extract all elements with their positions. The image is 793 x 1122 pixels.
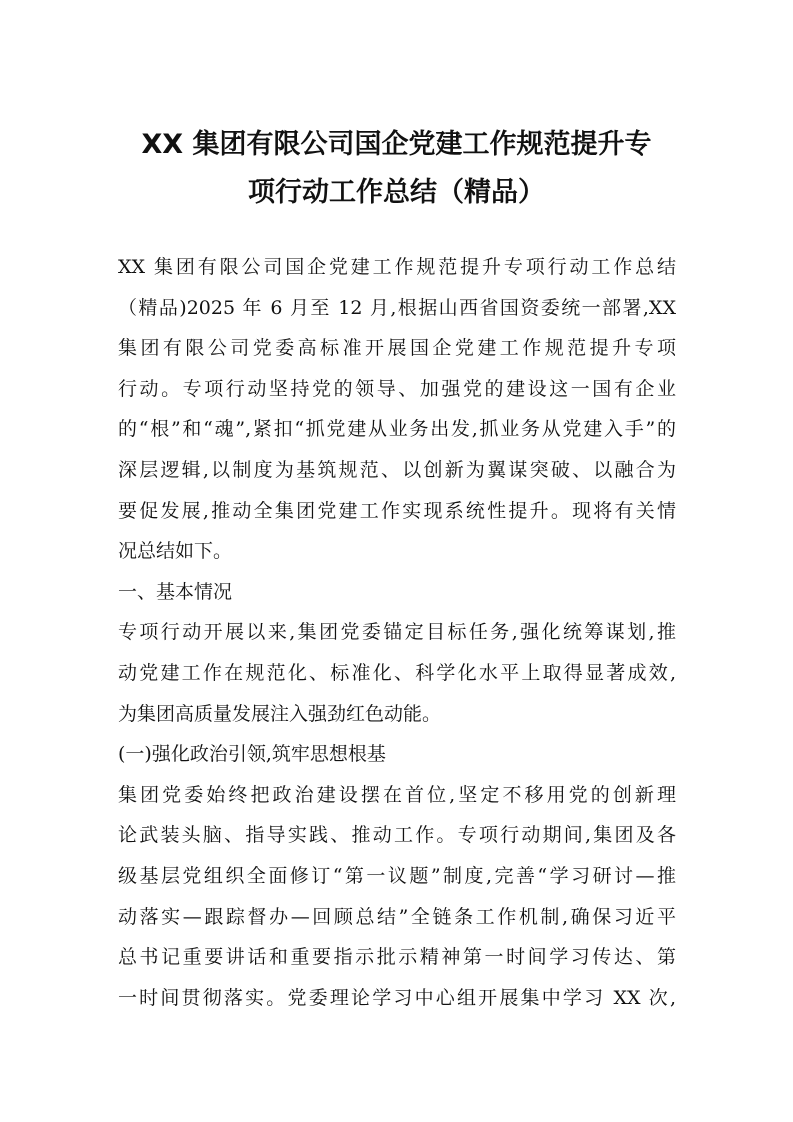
document-title-line-1: XX 集团有限公司国企党建工作规范提升专 [141,129,652,160]
body-line: 动落实—跟踪督办—回顾总结”全链条工作机制,确保习近平 [118,905,676,928]
body-line: 一时间贯彻落实。党委理论学习中心组开展集中学习 XX 次, [118,986,676,1009]
body-line: 况总结如下。 [118,540,233,563]
body-line: 深层逻辑,以制度为基筑规范、以创新为翼谋突破、以融合为 [118,459,676,481]
body-line: 级基层党组织全面修订“第一议题”制度,完善“学习研讨—推 [118,865,676,887]
body-line: 为集团高质量发展注入强劲红色动能。 [118,702,442,725]
body-line: 行动。专项行动坚持党的领导、加强党的建设这一国有企业 [118,377,676,400]
body-line: 集团有限公司党委高标准开展国企党建工作规范提升专项 [118,337,676,360]
body-line: XX 集团有限公司国企党建工作规范提升专项行动工作总结 [118,256,676,278]
body-line: 论武装头脑、指导实践、推动工作。专项行动期间,集团及各 [118,824,676,847]
body-line: 一、基本情况 [118,580,233,603]
document-title-line-2: 项行动工作总结（精品） [248,177,545,208]
body-line: 专项行动开展以来,集团党委锚定目标任务,强化统筹谋划,推 [118,621,676,644]
body-line: 动党建工作在规范化、标准化、科学化水平上取得显著成效, [118,662,676,684]
body-line: 要促发展,推动全集团党建工作实现系统性提升。现将有关情 [118,499,676,522]
body-line: （精品)2025 年 6 月至 12 月,根据山西省国资委统一部署,XX [118,296,676,319]
body-line: 总书记重要讲话和重要指示批示精神第一时间学习传达、第 [118,946,676,969]
body-line: (一)强化政治引领,筑牢思想根基 [118,743,386,766]
body-line: 的“根”和“魂”,紧扣“抓党建从业务出发,抓业务从党建入手”的 [118,418,676,441]
body-line: 集团党委始终把政治建设摆在首位,坚定不移用党的创新理 [118,783,676,806]
